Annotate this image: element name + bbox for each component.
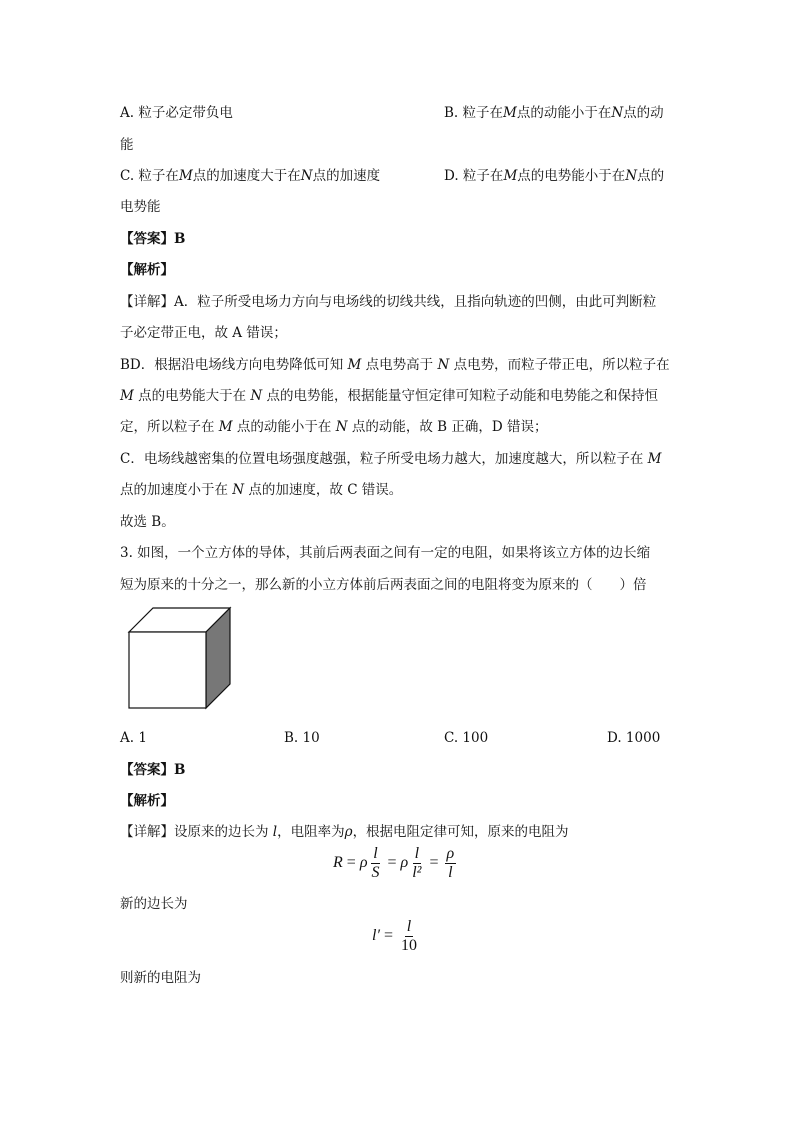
- cube-front-face: [129, 632, 206, 708]
- q2-detail-line-1: 【详解】A．粒子所受电场力方向与电场线的切线共线，且指向轨迹的凹侧，由此可判断粒: [120, 294, 657, 310]
- cube-figure: [120, 604, 240, 710]
- q2-option-d: D. 粒子在M点的电势能小于在N点的: [444, 168, 665, 184]
- equation-resistance: R = ρ $\frac{l}{S}$ = ρ $\frac{l}{\text{l²}}$ = $\frac{\rho}{l}$: [333, 845, 455, 881]
- q3-option-a: A. 1: [120, 730, 147, 746]
- q2-option-a: A. 粒子必定带负电: [120, 105, 233, 121]
- equation-new-side: l′ = $\frac{l}{10}$: [372, 918, 417, 954]
- q3-option-b: B. 10: [284, 730, 320, 746]
- q2-detail-line-7: 点的加速度小于在 N 点的加速度，故 C 错误。: [120, 482, 403, 498]
- q3-option-d: D. 1000: [607, 730, 661, 746]
- q3-stem-line-1: 3. 如图，一个立方体的导体，其前后两表面之间有一定的电阻，如果将该立方体的边长缩: [120, 545, 651, 561]
- q2-detail-line-4: M 点的电势能大于在 N 点的电势能，根据能量守恒定律可知粒子动能和电势能之和保持恒: [120, 388, 659, 404]
- q3-option-c: C. 100: [444, 730, 489, 746]
- q3-new-resistance-text: 则新的电阻为: [120, 970, 201, 986]
- q3-new-side-text: 新的边长为: [120, 896, 188, 912]
- q2-detail-line-2: 子必定带正电，故 A 错误；: [120, 325, 287, 341]
- q2-option-b-wrap: 能: [120, 137, 134, 153]
- q2-conclusion: 故选 B。: [120, 514, 175, 530]
- q2-detail-line-5: 定，所以粒子在 M 点的动能小于在 N 点的动能，故 B 正确，D 错误；: [120, 419, 548, 435]
- q2-detail-line-6: C．电场线越密集的位置电场强度越强，粒子所受电场力越大，加速度越大，所以粒子在 M: [120, 451, 662, 467]
- q2-analysis-heading: 【解析】: [120, 262, 174, 278]
- q3-detail-line: 【详解】设原来的边长为 l，电阻率为ρ，根据电阻定律可知，原来的电阻为: [120, 824, 569, 840]
- q3-answer: 【答案】B: [120, 762, 186, 778]
- q3-analysis-heading: 【解析】: [120, 793, 174, 809]
- q3-stem-line-2: 短为原来的十分之一，那么新的小立方体前后两表面之间的电阻将变为原来的（ ）倍: [120, 577, 647, 593]
- q2-option-c: C. 粒子在M点的加速度大于在N点的加速度: [120, 168, 381, 184]
- q2-answer: 【答案】B: [120, 231, 186, 247]
- q2-option-d-wrap: 电势能: [120, 199, 161, 215]
- q2-option-b: B. 粒子在M点的动能小于在N点的动: [444, 105, 664, 121]
- q2-detail-line-3: BD．根据沿电场线方向电势降低可知 M 点电势高于 N 点电势，而粒子带正电，所以粒子在: [120, 357, 670, 373]
